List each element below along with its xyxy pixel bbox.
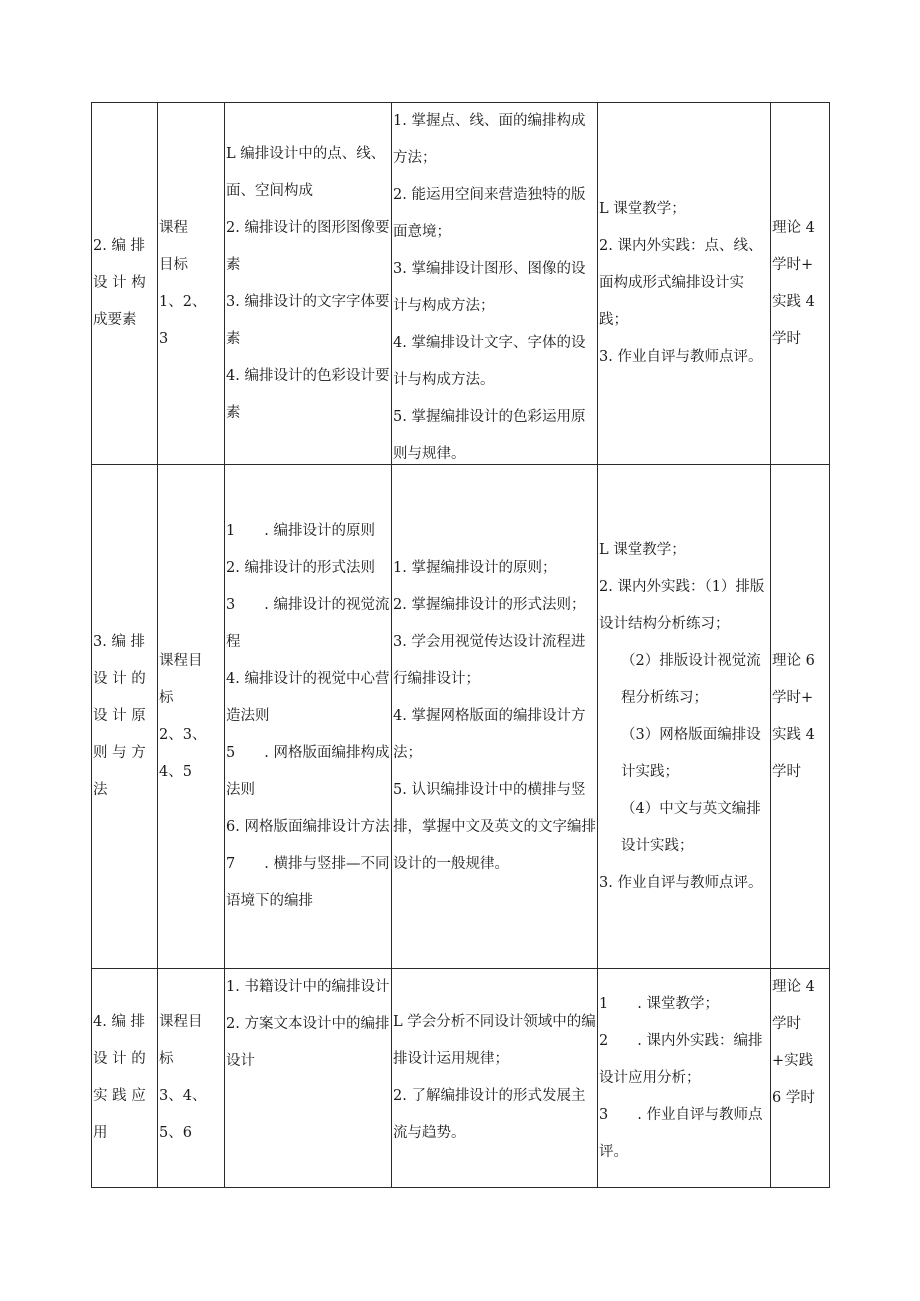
objectives-cell: 课程目 标 3、4、 5、6 [158,969,225,1188]
requirements-cell: 1. 掌握点、线、面的编排构成方法； 2. 能运用空间来营造独特的版面意境； 3. 掌编排设计图形、图像的设计与构成方法； 4. 掌编排设计文字、字体的设计与构成方法。 5. 掌握编排设计的色彩运用原则与规律。 [392,103,598,465]
table-row [92,465,830,969]
content-cell: L 编排设计中的点、线、面、空间构成 2. 编排设计的图形图像要素 3. 编排设计的文字字体要素 4. 编排设计的色彩设计要素 [225,103,392,465]
methods-cell: 1 . 课堂教学； 2 . 课内外实践：编排设计应用分析； 3 . 作业自评与教师点评。 [598,969,771,1188]
requirements-cell: L 学会分析不同设计领域中的编排设计运用规律； 2. 了解编排设计的形式发展主流与趋势。 [392,969,598,1188]
hours-cell: 理论 4 学时+ 实践 4 学时 [771,103,830,465]
table-row [92,969,830,1188]
hours-cell: 理论 6 学时+ 实践 4 学时 [771,465,830,969]
objectives-cell: 课程 目标 1、2、 3 [158,103,225,465]
content-cell: 1 . 编排设计的原则 2. 编排设计的形式法则 3 . 编排设计的视觉流程 4. 编排设计的视觉中心营造法则 5 . 网格版面编排构成法则 6. 网格版面编排设计方法 7 . 横排与竖排—不同语境下的编排 [225,465,392,969]
unit-cell: 2. 编 排 设 计 构 成要素 [92,103,158,465]
syllabus-table [91,102,830,1188]
objectives-cell: 课程目 标 2、3、 4、5 [158,465,225,969]
table-row [92,103,830,465]
methods-cell: L 课堂教学； 2. 课内外实践：点、线、面构成形式编排设计实践； 3. 作业自评与教师点评。 [598,103,771,465]
requirements-cell: 1. 掌握编排设计的原则； 2. 掌握编排设计的形式法则； 3. 学会用视觉传达设计流程进行编排设计； 4. 掌握网格版面的编排设计方法； 5. 认识编排设计中的横排与竖排，掌握中文及英文的文字编排设计的一般规律。 [392,465,598,969]
content-cell: 1. 书籍设计中的编排设计 2. 方案文本设计中的编排设计 [225,969,392,1188]
unit-cell: 4. 编 排 设 计 的 实 践 应 用 [92,969,158,1188]
hours-cell: 理论 4 学时 +实践 6 学时 [771,969,830,1188]
methods-cell: L 课堂教学； 2. 课内外实践：（1）排版设计结构分析练习； （2）排版设计视觉流程分析练习； （3）网格版面编排设计实践； （4）中文与英文编排设计实践； 3. 作业自评与教师点评。 [598,465,771,969]
unit-cell: 3. 编 排 设 计 的 设 计 原 则 与 方 法 [92,465,158,969]
